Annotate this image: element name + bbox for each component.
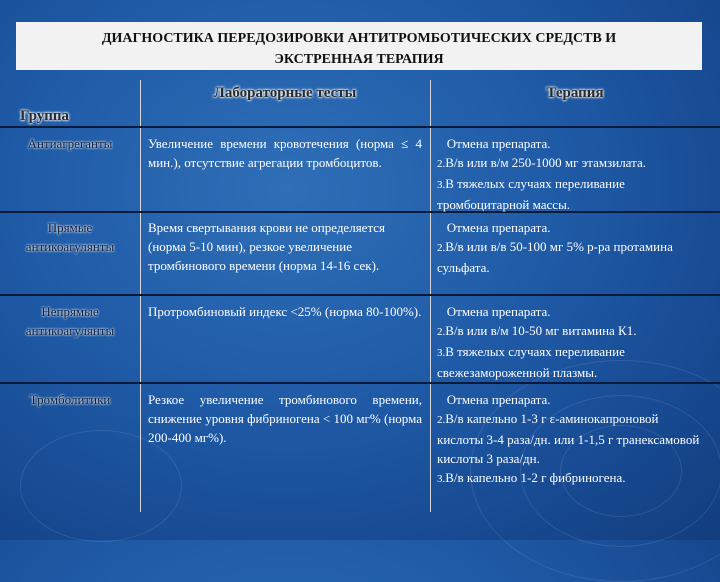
therapy-item: 3.В тяжелых случаях переливание тромбоцитарной массы. xyxy=(437,176,625,212)
lab-cell: Время свертывания крови не определяется (норма 5-10 мин), резкое увеличение тромбинового времени (норма 14-16 сек). xyxy=(148,220,386,273)
therapy-item: 2.В/в или в/в 50-100 мг 5% р-ра протамина сульфата. xyxy=(437,239,673,275)
therapy-item: 3.В/в капельно 1-2 г фибриногена. xyxy=(437,470,626,485)
group-cell: Тромболитики xyxy=(29,392,111,407)
group-cell: Прямые антикоагулянты xyxy=(25,220,115,254)
therapy-cell xyxy=(437,218,707,277)
therapy-cell xyxy=(437,390,707,489)
group-cell: Непрямые антикоагулянты xyxy=(25,304,115,338)
header-lab: Лабораторные тесты xyxy=(213,85,357,101)
therapy-item: 2.В/в или в/м 250-1000 мг этамзилата. xyxy=(437,155,646,170)
group-cell: Антиагреганты xyxy=(27,136,113,151)
therapy-cell xyxy=(437,302,715,382)
therapy-item: 3.В тяжелых случаях переливание свежезамороженной плазмы. xyxy=(437,344,625,380)
therapy-item: 2.В/в капельно 1-3 г ε-аминокапроновой кислоты 3-4 раза/дн. или 1-1,5 г транексамовой кислоты 3 раза/дн. xyxy=(437,411,700,466)
row-divider xyxy=(0,126,720,128)
header-group: Группа xyxy=(20,108,70,124)
column-divider xyxy=(430,80,431,512)
therapy-cell xyxy=(437,134,715,214)
slide-title xyxy=(16,22,702,70)
lab-cell: Увеличение времени кровотечения (норма ≤ 4 мин.), отсутствие агрегации тромбоцитов. xyxy=(148,136,422,170)
therapy-item: Отмена препарата. xyxy=(446,136,551,151)
therapy-item: Отмена препарата. xyxy=(446,392,551,407)
therapy-item: Отмена препарата. xyxy=(446,304,551,319)
column-divider xyxy=(140,80,141,512)
therapy-item: Отмена препарата. xyxy=(446,220,551,235)
row-divider xyxy=(0,382,720,384)
lab-cell: Протромбиновый индекс <25% (норма 80-100%). xyxy=(148,304,422,319)
therapy-item: 2.В/в или в/м 10-50 мг витамина К1. xyxy=(437,323,637,338)
lab-cell: Резкое увеличение тромбинового времени, снижение уровня фибриногена < 100 мг% (норма 200-400 мг%). xyxy=(148,392,422,445)
slide-title-line2: ЭКСТРЕННАЯ ТЕРАПИЯ xyxy=(274,52,444,67)
row-divider xyxy=(0,294,720,296)
slide-title-line1: ДИАГНОСТИКА ПЕРЕДОЗИРОВКИ АНТИТРОМБОТИЧЕСКИХ СРЕДСТВ И xyxy=(101,31,617,46)
header-therapy: Терапия xyxy=(546,85,604,101)
